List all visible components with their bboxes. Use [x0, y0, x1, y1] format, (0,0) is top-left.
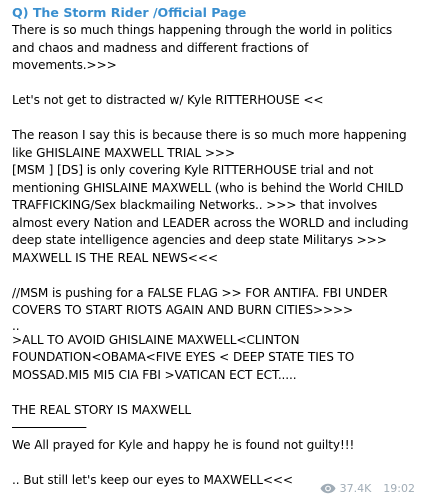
message-paragraph: >ALL TO AVOID GHISLAINE MAXWELL<CLINTON FOUNDATION<OBAMA<FIVE EYES < DEEP STATE TIES TO MOSSAD.MI5 MI5 CIA FBI >VATICAN ECT ECT..... — [12, 332, 358, 382]
eye-icon — [320, 483, 336, 494]
message-paragraph: There is so much things happening through the world in politics and chaos and madness and different fractions of movements.>>> — [12, 23, 396, 72]
message-meta — [320, 482, 415, 495]
message-paragraph: [MSM ] [DS] is only covering Kyle RITTERHOUSE trial and not mentioning GHISLAINE MAXWELL (who is behind the World CHILD TRAFFICKING/Sex blackmailing Networks.. >>> that involves almost every Nation and LEADER across the WORLD and including deep state intelligence agencies and deep state Militarys >>> MAXWELL IS THE REAL NEWS<<< — [12, 163, 413, 265]
paragraph-gap — [12, 384, 415, 402]
message-paragraph: We All prayed for Kyle and happy he is found not guilty!!! — [12, 437, 355, 452]
paragraph-gap — [12, 267, 415, 285]
divider-dashes: ---------------------- — [12, 420, 87, 434]
message-paragraph: .. — [12, 318, 20, 333]
channel-name[interactable]: Q) The Storm Rider /Official Page — [12, 5, 247, 20]
message-paragraph: The reason I say this is because there is so much more happening like GHISLAINE MAXWELL TRIAL >>> — [12, 128, 411, 160]
paragraph-gap — [12, 75, 415, 93]
text-divider — [12, 419, 415, 437]
message-paragraph: THE REAL STORY IS MAXWELL — [12, 402, 191, 417]
paragraph-gap — [12, 110, 415, 128]
paragraph-gap — [12, 454, 415, 472]
message-paragraph: .. But still let's keep our eyes to MAXWELL<<< — [12, 472, 293, 487]
message-time: 19:02 — [383, 482, 415, 495]
message-paragraph: Let's not get to distracted w/ Kyle RITTERHOUSE << — [12, 93, 324, 107]
message-paragraph: //MSM is pushing for a FALSE FLAG >> FOR ANTIFA. FBI UNDER COVERS TO START RIOTS AGAIN AND BURN CITIES>>>> — [12, 285, 392, 317]
view-count: 37.4K — [339, 482, 372, 495]
message-body — [12, 22, 415, 489]
